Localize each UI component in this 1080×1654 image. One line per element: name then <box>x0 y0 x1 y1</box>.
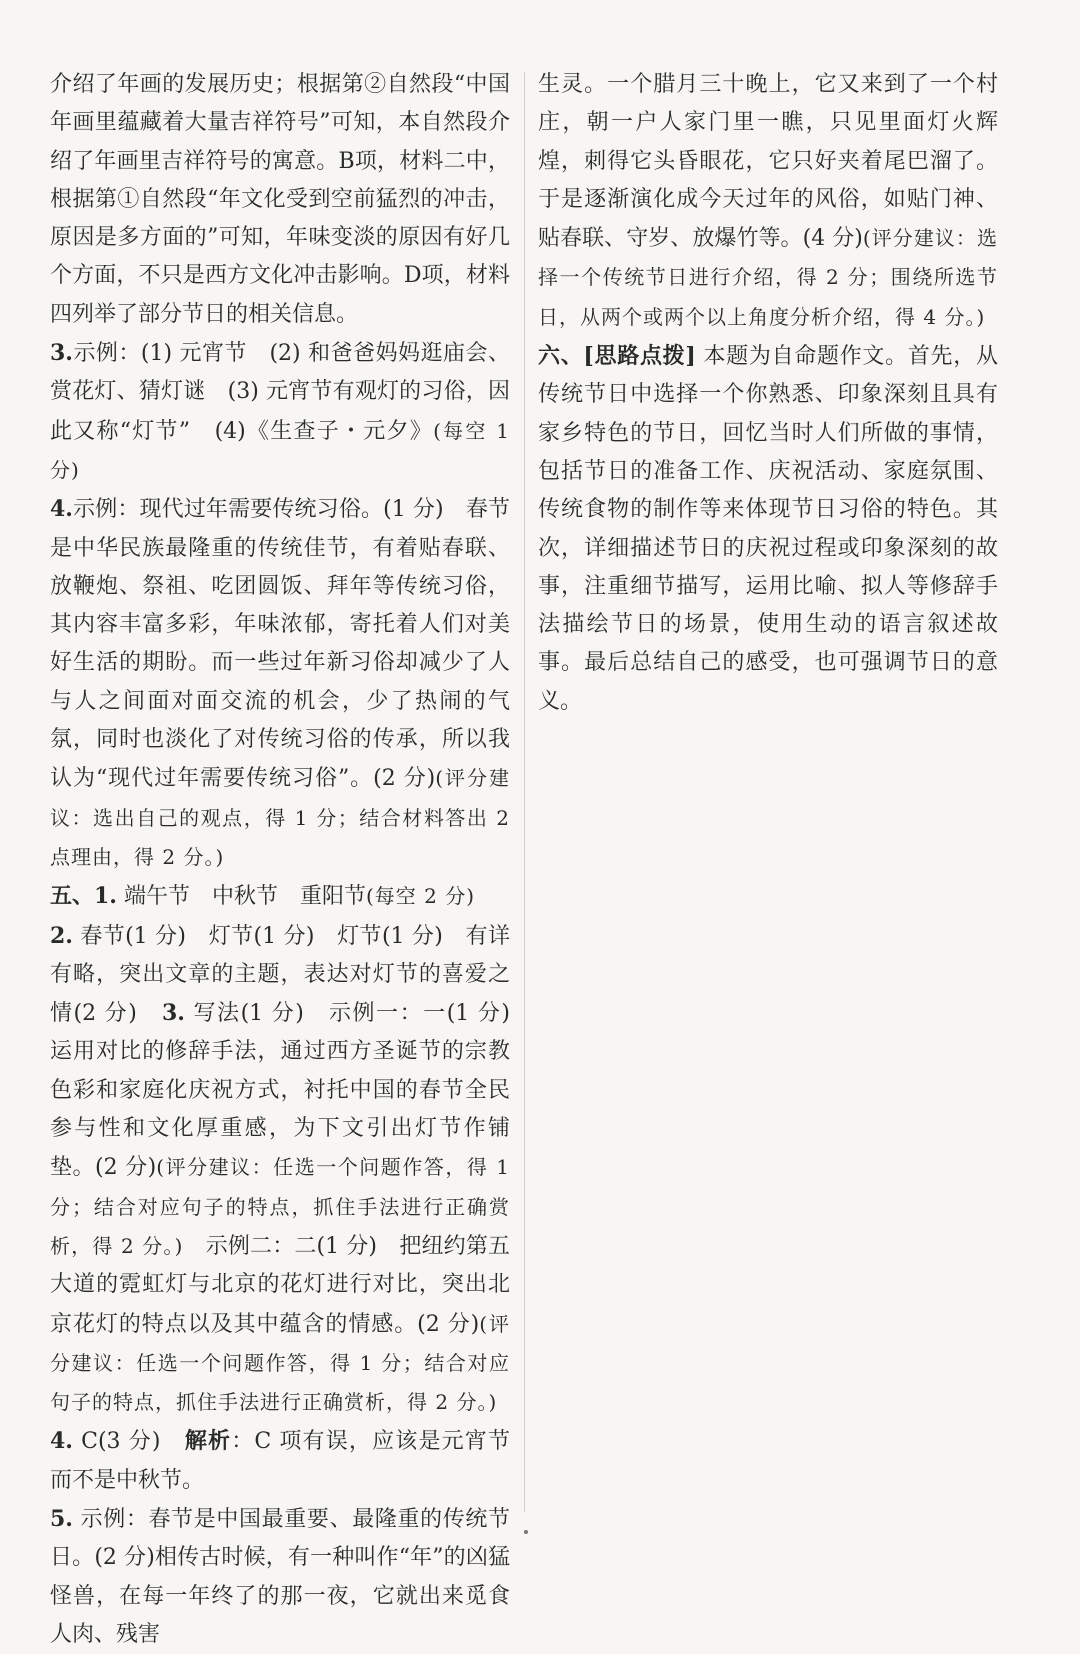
answer-text: 生灵。一个腊月三十晚上，它又来到了一个村庄，朝一户人家门里一瞧，只见里面灯火辉煌，刺得它头昏眼花，它只好夹着尾巴溜了。于是逐渐演化成今天过年的风俗，如贴门神、贴春联、守岁、放爆竹等。(4 分) <box>538 72 998 252</box>
section-label: 五、1. <box>50 883 117 910</box>
answer-text: 示例二：二(1 分) 把纽约第五大道的霓虹灯与北京的花灯进行对比，突出北京花灯的特点以及其中蕴含的情感。(2 分) <box>50 1233 510 1337</box>
left-intro-paragraph: 介绍了年画的发展历史；根据第②自然段“中国年画里蕴藏着大量吉祥符号”可知，本自然段介绍了年画里吉祥符号的寓意。B项，材料二中，根据第①自然段“年文化受到空前猛烈的冲击，原因是多方面的”可知，年味变淡的原因有好几个方面，不只是西方文化冲击影响。D项，材料四列举了部分节日的相关信息。 <box>50 72 510 327</box>
question-3-answer <box>50 334 510 490</box>
scoring-note: (评分建议：任选一个问题作答，得 1 分；结合对应句子的特点，抓住手法进行正确赏析，得 2 分。) <box>50 1155 510 1258</box>
question-number: 3. <box>50 340 73 367</box>
answer-text: 端午节 中秋节 重阳节 <box>123 884 366 910</box>
answer-text: 本题为自命题作文。首先，从传统节日中选择一个你熟悉、印象深刻且具有家乡特色的节日，回忆当时人们所做的事情，包括节日的准备工作、庆祝活动、家庭氛围、传统食物的制作等来体现节日习俗的特色。其次，详细描述节日的庆祝过程或印象深刻的故事，注重细节描写，运用比喻、拟人等修辞手法描绘节日的场景，使用生动的语言叙述故事。最后总结自己的感受，也可强调节日的意义。 <box>538 344 998 714</box>
thinking-tip-label: [思路点拨] <box>583 343 696 370</box>
question-number: 4. <box>50 1428 73 1455</box>
section-6-essay-guidance <box>538 337 998 721</box>
question-number: 5. <box>50 1505 73 1532</box>
scoring-note: (评分建议：选出自己的观点，得 1 分；结合材料答出 2 点理由，得 2 分。) <box>50 766 510 869</box>
section-label: 六、 <box>538 343 584 370</box>
question-5-continuation <box>538 66 998 337</box>
section-5-question-2-3 <box>50 917 533 1423</box>
answer-text: C(3 分) <box>81 1429 185 1455</box>
answer-text: 示例：(1) 元宵节 (2) 和爸爸妈妈逛庙会、赏花灯、猜灯谜 (3) 元宵节有观灯的习俗，因此又称“灯节” (4)《生查子・元夕》 <box>50 341 510 444</box>
question-number: 4. <box>50 496 73 523</box>
section-5-question-4 <box>50 1422 510 1500</box>
right-column <box>538 66 998 721</box>
scoring-note: (评分建议：选择一个传统节日进行介绍，得 2 分；围绕所选节日，从两个或两个以上角度分析介绍，得 4 分。) <box>538 226 998 329</box>
section-5-question-1 <box>50 877 510 916</box>
section-5-question-5 <box>50 1500 510 1654</box>
answer-text: 写法(1 分) 示例一：一(1 分) 运用对比的修辞手法，通过西方圣诞节的宗教色彩和家庭化庆祝方式，衬托中国的春节全民参与性和文化厚重感，为下文引出灯节作铺垫。(2 分) <box>50 1001 533 1181</box>
page-footer-dot <box>524 1530 528 1534</box>
scoring-note: (每空 1 分) <box>50 418 510 482</box>
answer-text: ：C 项有误，应该是元宵节而不是中秋节。 <box>50 1429 510 1493</box>
analysis-label: 解析 <box>184 1428 232 1455</box>
answer-text: 示例：春节是中国最重要、最隆重的传统节日。(2 分)相传古时候，有一种叫作“年”的凶猛怪兽，在每一年终了的那一夜，它就出来觅食人肉、残害 <box>50 1506 510 1647</box>
question-4-answer <box>50 490 510 877</box>
question-number: 3. <box>161 1000 185 1027</box>
answer-text: 春节(1 分) 灯节(1 分) 灯节(1 分) 有详有略，突出文章的主题，表达对灯节的喜爱之情(2 分) <box>50 923 510 1027</box>
scoring-note: (评分建议：任选一个问题作答，得 1 分；结合对应句子的特点，抓住手法进行正确赏析，得 2 分。) <box>50 1311 510 1415</box>
left-column <box>50 66 533 1654</box>
question-number: 2. <box>50 922 73 949</box>
scoring-note: (每空 2 分) <box>365 884 476 909</box>
column-divider <box>524 72 525 1512</box>
answer-text: 示例：现代过年需要传统习俗。(1 分) 春节是中华民族最隆重的传统佳节，有着贴春联、放鞭炮、祭祖、吃团圆饭、拜年等传统习俗，其内容丰富多彩，年味浓郁，寄托着人们对美好生活的期盼。而一些过年新习俗却减少了人与人之间面对面交流的机会，少了热闹的气氛，同时也淡化了对传统习俗的传承，所以我认为“现代过年需要传统习俗”。(2 分) <box>50 497 510 792</box>
